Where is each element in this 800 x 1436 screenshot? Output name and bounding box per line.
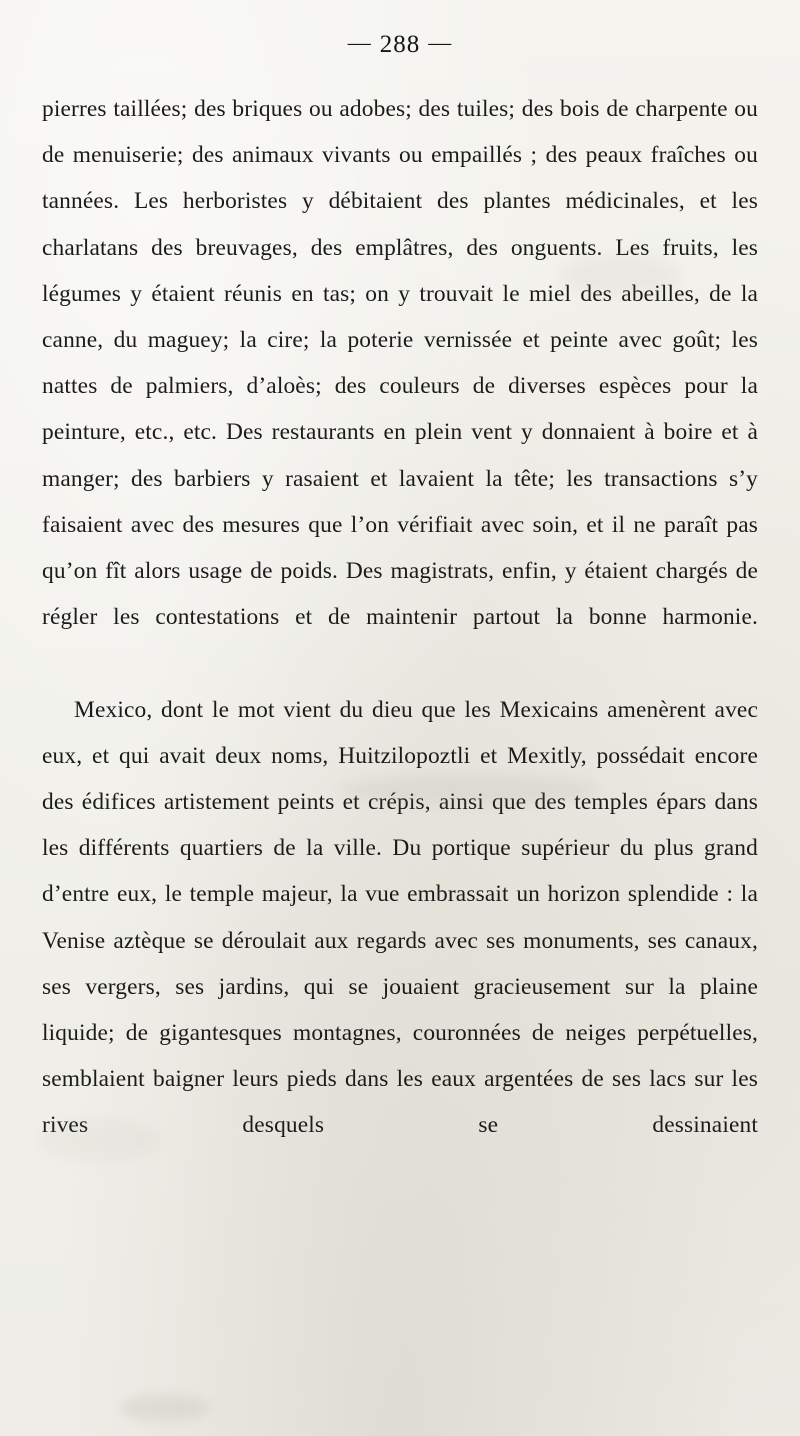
paper-smudge <box>120 1395 210 1421</box>
paragraph-1: pierres taillées; des briques ou adobes; des tuiles; des bois de charpente ou de menuiserie; des animaux vivants ou empaillés ; des peaux fraîches ou tannées. Les herboristes y débitaient des plantes médicinales, et les charlatans des breuvages, des emplâtres, des onguents. Les fruits, les légumes y étaient réunis en tas; on y trouvait le miel des abeilles, de la canne, du maguey; la cire; la poterie vernissée et peinte avec goût; les nattes de palmiers, d’aloès; des couleurs de diverses espèces pour la peinture, etc., etc. Des restaurants en plein vent y donnaient à boire et à manger; des barbiers y rasaient et lavaient la tête; les transactions s’y faisaient avec des mesures que l’on vérifiait avec soin, et il ne paraît pas qu’on fît alors usage de poids. Des magistrats, enfin, y étaient chargés de régler les contestations et de maintenir partout la bonne harmonie. <box>42 96 758 631</box>
page-number-prefix-dash: — <box>347 30 372 55</box>
body-text <box>42 86 758 1195</box>
page-number: 288 <box>379 31 421 58</box>
page-header-number <box>0 30 800 59</box>
page-number-suffix-dash: — <box>428 30 453 55</box>
paragraph-2: Mexico, dont le mot vient du dieu que les Mexicains amenèrent avec eux, et qui avait deux noms, Huitzilopoztli et Mexitly, possédait encore des édifices artistement peints et crépis, ainsi que des temples épars dans les différents quartiers de la ville. Du portique supérieur du plus grand d’entre eux, le temple majeur, la vue embrassait un horizon splendide : la Venise aztèque se déroulait aux regards avec ses monuments, ses canaux, ses vergers, ses jardins, qui se jouaient gracieusement sur la plaine liquide; de gigantesques montagnes, couronnées de neiges perpétuelles, semblaient baigner leurs pieds dans les eaux argentées de ses lacs sur les rives desquels se dessinaient <box>42 696 758 1139</box>
